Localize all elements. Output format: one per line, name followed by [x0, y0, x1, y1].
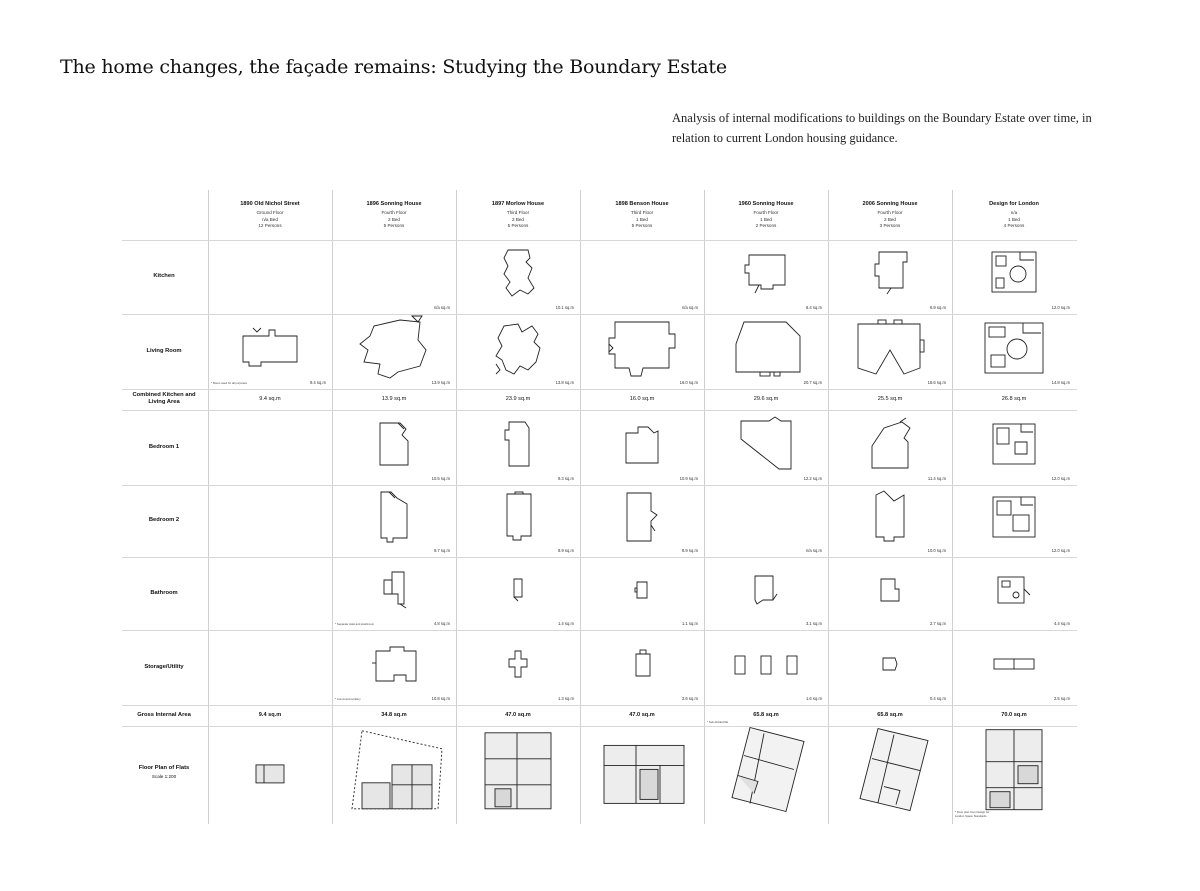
- row-label: [122, 664, 206, 672]
- table-cell: [208, 485, 332, 557]
- room-plan-drawing: [733, 652, 799, 676]
- table-cell: [580, 314, 704, 389]
- table-cell: [704, 314, 828, 389]
- area-value: 2.5 sq.m: [1053, 696, 1070, 701]
- area-value: 20.7 sq.m: [803, 380, 822, 385]
- column-header: [208, 201, 332, 230]
- room-plan-drawing: [745, 251, 787, 295]
- room-plan-drawing: [739, 417, 793, 471]
- table-cell: [332, 630, 456, 705]
- table-cell: [208, 240, 332, 314]
- area-value: 13.9 sq.m: [431, 380, 450, 385]
- table-cell: [580, 389, 704, 410]
- row-label: [122, 765, 206, 780]
- room-plan-drawing: [370, 645, 418, 683]
- table-cell: [580, 726, 704, 824]
- table-cell: [456, 485, 580, 557]
- column-header: [704, 201, 828, 230]
- footnote: * Communal scullery: [335, 697, 361, 701]
- table-cell: [456, 314, 580, 389]
- row-label-text: Living Room: [146, 347, 182, 354]
- column-title: 2006 Sonning House: [862, 201, 918, 207]
- table-cell: [828, 389, 952, 410]
- room-plan-drawing: [881, 656, 899, 672]
- column-detail: 5 Persons: [631, 223, 653, 229]
- area-value: 1.6 sq.m: [805, 696, 822, 701]
- room-plan-drawing: [624, 423, 660, 465]
- table-cell: [332, 705, 456, 726]
- column-detail: 2 Bed: [511, 216, 524, 222]
- table-cell: [828, 705, 952, 726]
- area-value: 1.4 sq.m: [557, 621, 574, 626]
- column-detail: 1 Bed: [635, 216, 648, 222]
- page-title: The home changes, the façade remains: Studying the Boundary Estate: [60, 56, 727, 78]
- row-label-text: Bathroom: [150, 589, 178, 596]
- area-value: 6.9 sq.m: [929, 305, 946, 310]
- table-cell: [208, 726, 332, 824]
- room-plan-drawing: [850, 727, 930, 815]
- column-detail: 5 Persons: [507, 223, 529, 229]
- row-label: [122, 517, 206, 525]
- area-value: 1.1 sq.m: [681, 621, 698, 626]
- area-value: 3.1 sq.m: [805, 621, 822, 626]
- column-header: [952, 201, 1076, 230]
- area-value: 9.4 sq.m: [258, 711, 282, 718]
- room-plan-drawing: [635, 580, 649, 600]
- row-label: [122, 348, 206, 356]
- table-cell: [580, 485, 704, 557]
- area-value: n/a sq.m: [433, 305, 450, 310]
- area-value: 47.0 sq.m: [629, 711, 655, 718]
- room-plan-drawing: [379, 490, 409, 544]
- column-title: 1890 Old Nichol Street: [240, 201, 300, 207]
- area-value: 10.0 sq.m: [927, 548, 946, 553]
- table-cell: [952, 485, 1076, 557]
- room-plan-drawing: [874, 491, 906, 543]
- row-label: [122, 392, 206, 407]
- table-cell: [952, 240, 1076, 314]
- area-value: 18.6 sq.m: [927, 380, 946, 385]
- column-detail: Fourth Floor: [381, 210, 407, 216]
- table-cell: [332, 557, 456, 630]
- area-value: 70.0 sq.m: [1001, 711, 1027, 718]
- table-cell: [208, 557, 332, 630]
- table-cell: [952, 410, 1076, 485]
- area-value: 65.8 sq.m: [877, 711, 903, 718]
- column-detail: n/a Bed: [262, 216, 278, 222]
- column-detail: Third Floor: [506, 210, 530, 216]
- room-plan-drawing: [507, 649, 529, 679]
- column-detail: 2 Bed: [883, 216, 896, 222]
- column-header: [580, 201, 704, 230]
- page-subtitle: Analysis of internal modifications to buildings on the Boundary Estate over time, in relation to current London housing guidance.: [672, 111, 1092, 145]
- area-value: 2.6 sq.m: [681, 696, 698, 701]
- room-plan-drawing: [983, 321, 1045, 375]
- room-plan-drawing: [505, 420, 531, 468]
- table-cell: [332, 314, 456, 389]
- column-detail: 1 Bed: [1007, 216, 1020, 222]
- column-detail: Third Floor: [630, 210, 654, 216]
- column-title: Design for London: [989, 201, 1039, 207]
- table-cell: [580, 705, 704, 726]
- table-cell: [456, 557, 580, 630]
- table-cell: [952, 314, 1076, 389]
- table-cell: [704, 410, 828, 485]
- room-plan-drawing: [481, 729, 555, 813]
- area-value: 12.2 sq.m: [803, 476, 822, 481]
- column-detail: Ground Floor: [256, 210, 284, 216]
- area-value: 10.8 sq.m: [431, 696, 450, 701]
- row-label-text: Kitchen: [153, 273, 175, 279]
- room-plan-drawing: [494, 320, 542, 376]
- room-plan-drawing: [241, 328, 299, 368]
- column-detail: Fourth Floor: [877, 210, 903, 216]
- table-cell: [828, 240, 952, 314]
- room-plan-drawing: [991, 495, 1037, 539]
- column-detail: 5 Persons: [383, 223, 405, 229]
- area-value: 13.8 sq.m: [555, 380, 574, 385]
- table-cell: [580, 410, 704, 485]
- room-plan-drawing: [871, 250, 909, 296]
- table-cell: [828, 314, 952, 389]
- table-cell: [704, 240, 828, 314]
- room-plan-drawing: [254, 763, 286, 785]
- column-detail: 12 Persons: [258, 223, 282, 229]
- table-cell: [952, 389, 1076, 410]
- table-cell: [208, 410, 332, 485]
- room-plan-drawing: [342, 729, 446, 813]
- table-cell: [580, 557, 704, 630]
- area-value: 9.4 sq.m: [309, 380, 326, 385]
- area-value: 12.0 sq.m: [1051, 305, 1070, 310]
- area-value: 9.4 sq.m: [259, 395, 281, 402]
- table-cell: [704, 726, 828, 824]
- room-plan-drawing: [730, 318, 802, 378]
- column-title: 1897 Morlow House: [491, 201, 545, 207]
- area-value: 1.3 sq.m: [557, 696, 574, 701]
- table-cell: [332, 410, 456, 485]
- table-cell: [456, 410, 580, 485]
- room-plan-drawing: [879, 577, 901, 603]
- room-plan-drawing: [990, 250, 1038, 296]
- room-plan-drawing: [503, 492, 533, 542]
- area-value: n/a sq.m: [805, 548, 822, 553]
- table-cell: [332, 485, 456, 557]
- area-value: 13.9 sq.m: [381, 395, 407, 402]
- table-cell: [456, 630, 580, 705]
- table-cell: [456, 389, 580, 410]
- area-value: n/a sq.m: [681, 305, 698, 310]
- table-cell: [456, 705, 580, 726]
- table-cell: [208, 389, 332, 410]
- area-value: 25.5 sq.m: [877, 395, 903, 402]
- table-cell: [208, 630, 332, 705]
- column-title: 1898 Benson House: [615, 201, 669, 207]
- table-cell: [828, 557, 952, 630]
- area-value: 11.4 sq.m: [927, 476, 946, 481]
- row-label-text: Bedroom 2: [148, 517, 180, 523]
- area-value: 2.7 sq.m: [929, 621, 946, 626]
- area-value: 29.6 sq.m: [753, 395, 779, 402]
- area-value: 47.0 sq.m: [505, 711, 531, 718]
- column-detail: 3 Persons: [879, 223, 901, 229]
- room-plan-drawing: [360, 316, 428, 380]
- row-label-text: Bedroom 1: [148, 443, 180, 450]
- row-sublabel: Scale 1:200: [151, 773, 177, 779]
- area-value: 23.9 sq.m: [505, 395, 531, 402]
- table-cell: [828, 630, 952, 705]
- table-cell: [332, 389, 456, 410]
- area-value: 14.8 sq.m: [1051, 380, 1070, 385]
- table-cell: [828, 726, 952, 824]
- room-plan-drawing: [596, 735, 688, 807]
- footnote: * Sub-divided flat: [707, 720, 729, 724]
- area-value: 9.3 sq.m: [557, 476, 574, 481]
- room-plan-drawing: [854, 320, 926, 376]
- area-value: 0.4 sq.m: [929, 696, 946, 701]
- table-cell: [704, 389, 828, 410]
- room-plan-drawing: [870, 418, 910, 470]
- area-value: 16.0 sq.m: [629, 395, 655, 402]
- room-plan-drawing: [996, 575, 1032, 605]
- area-value: 4.8 sq.m: [433, 621, 450, 626]
- room-plan-drawing: [982, 728, 1046, 814]
- column-detail: 4 Persons: [1003, 223, 1025, 229]
- table-cell: [704, 557, 828, 630]
- table-cell: [828, 410, 952, 485]
- room-plan-drawing: [991, 422, 1037, 466]
- row-label: [122, 273, 206, 281]
- area-value: 10.5 sq.m: [431, 476, 450, 481]
- room-plan-drawing: [498, 248, 538, 298]
- table-cell: [704, 485, 828, 557]
- column-header: [456, 201, 580, 230]
- area-value: 65.8 sq.m: [753, 711, 779, 718]
- area-value: 8.9 sq.m: [557, 548, 574, 553]
- area-value: 9.7 sq.m: [433, 548, 450, 553]
- table-cell: [704, 705, 828, 726]
- table-cell: [208, 314, 332, 389]
- row-label-text: Combined Kitchen and: [132, 391, 196, 398]
- row-sublabel: Living Area: [148, 399, 180, 405]
- column-header: [828, 201, 952, 230]
- area-value: 4.4 sq.m: [1053, 621, 1070, 626]
- row-label: [122, 712, 206, 720]
- area-value: 10.1 sq.m: [555, 305, 574, 310]
- room-plan-drawing: [378, 421, 410, 467]
- row-label: [122, 444, 206, 452]
- room-plan-drawing: [625, 491, 659, 543]
- footnote: * Floor plan from Design for London Space Standards: [955, 810, 990, 818]
- row-label-text: Floor Plan of Flats: [138, 765, 190, 771]
- table-cell: [456, 726, 580, 824]
- room-plan-drawing: [753, 574, 779, 606]
- table-cell: [952, 557, 1076, 630]
- footnote: * Separate toilet and washroom: [335, 622, 375, 626]
- room-plan-drawing: [607, 318, 677, 378]
- table-cell: [828, 485, 952, 557]
- room-plan-drawing: [632, 650, 652, 678]
- row-label-text: Storage/Utility: [144, 663, 184, 670]
- row-label-text: Gross Internal Area: [137, 711, 191, 718]
- table-cell: [456, 240, 580, 314]
- column-header: [332, 201, 456, 230]
- column-title: 1960 Sonning House: [738, 201, 794, 207]
- footnote: * Room used for all purposes: [211, 381, 248, 385]
- table-cell: [580, 240, 704, 314]
- table-cell: [952, 705, 1076, 726]
- row-label: [122, 590, 206, 598]
- column-detail: 2 Persons: [755, 223, 777, 229]
- area-value: 12.0 sq.m: [1051, 476, 1070, 481]
- room-plan-drawing: [512, 577, 524, 603]
- column-detail: n/a: [1010, 210, 1018, 216]
- area-value: 16.0 sq.m: [679, 380, 698, 385]
- area-value: 12.0 sq.m: [1051, 548, 1070, 553]
- column-detail: 1 Bed: [759, 216, 772, 222]
- table-cell: [332, 240, 456, 314]
- area-value: 26.8 sq.m: [1001, 395, 1027, 402]
- table-cell: [332, 726, 456, 824]
- area-value: 8.4 sq.m: [805, 305, 822, 310]
- table-cell: [208, 705, 332, 726]
- room-plan-drawing: [992, 657, 1036, 671]
- column-detail: 2 Bed: [387, 216, 400, 222]
- table-cell: [704, 630, 828, 705]
- room-plan-drawing: [380, 570, 408, 610]
- area-value: 34.8 sq.m: [381, 711, 407, 718]
- area-value: 8.9 sq.m: [681, 548, 698, 553]
- table-cell: [580, 630, 704, 705]
- table-cell: [952, 726, 1076, 824]
- column-detail: Fourth Floor: [753, 210, 779, 216]
- table-cell: [952, 630, 1076, 705]
- area-value: 10.9 sq.m: [679, 476, 698, 481]
- room-plan-drawing: [724, 726, 808, 816]
- column-title: 1896 Sonning House: [366, 201, 422, 207]
